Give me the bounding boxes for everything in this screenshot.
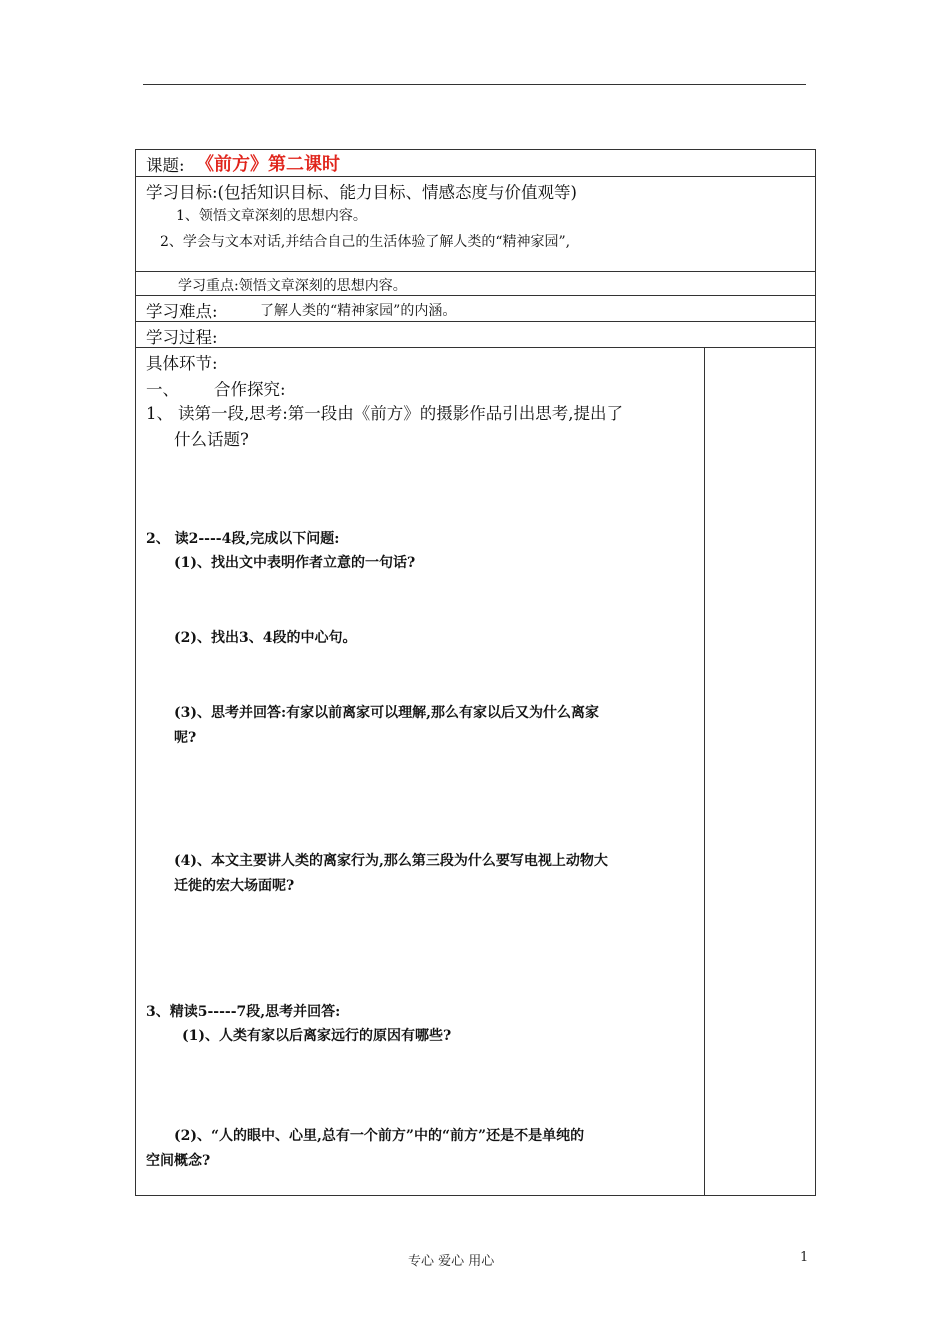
notes-column-divider xyxy=(704,348,705,1195)
question-3-1: (1)、人类有家以后离家远行的原因有哪些? xyxy=(182,1028,452,1044)
objectives-row xyxy=(136,177,815,272)
difficulty-row xyxy=(136,296,815,322)
question-1-line-2: 什么话题? xyxy=(174,430,249,449)
objective-item-2: 2、学会与文本对话,并结合自己的生活体验了解人类的“精神家园”, xyxy=(160,234,571,250)
question-2: 2、 读2----4段,完成以下问题: xyxy=(146,531,340,547)
process-label: 学习过程: xyxy=(146,328,218,347)
question-1-line-1: 读第一段,思考:第一段由《前方》的摄影作品引出思考,提出了 xyxy=(178,404,624,423)
question-1-number: 1、 xyxy=(146,404,173,423)
question-3-2-line-1: (2)、“人的眼中、心里,总有一个前方”中的“前方”还是不是单纯的 xyxy=(174,1128,585,1144)
question-2-1: (1)、找出文中表明作者立意的一句话? xyxy=(174,555,416,571)
question-2-2: (2)、找出3、4段的中心句。 xyxy=(174,630,357,646)
question-2-4-line-1: (4)、本文主要讲人类的离家行为,那么第三段为什么要写电视上动物大 xyxy=(174,853,608,869)
key-point-row xyxy=(136,272,815,296)
difficulty-value: 了解人类的“精神家园”的内涵。 xyxy=(260,303,457,319)
question-3: 3、精读5-----7段,思考并回答: xyxy=(146,1004,341,1020)
difficulty-label: 学习难点: xyxy=(146,302,218,321)
key-point: 学习重点:领悟文章深刻的思想内容。 xyxy=(178,278,407,294)
lesson-title: 《前方》第二课时 xyxy=(196,154,340,175)
steps-heading: 具体环节: xyxy=(146,354,218,373)
process-row xyxy=(136,322,815,348)
title-label: 课题: xyxy=(146,156,185,175)
page-number: 1 xyxy=(800,1250,809,1265)
question-2-3-line-2: 呢? xyxy=(174,730,197,746)
section-1-title: 合作探究: xyxy=(214,380,286,399)
lesson-plan-table xyxy=(135,149,816,1196)
objective-item-1: 1、领悟文章深刻的思想内容。 xyxy=(176,208,367,224)
question-2-4-line-2: 迁徙的宏大场面呢? xyxy=(174,878,295,894)
footer-motto: 专心 爱心 用心 xyxy=(408,1254,495,1269)
question-3-2-line-2: 空间概念? xyxy=(146,1153,211,1169)
header-rule xyxy=(143,84,806,85)
objectives-heading: 学习目标:(包括知识目标、能力目标、情感态度与价值观等) xyxy=(146,183,577,202)
section-1-number: 一、 xyxy=(146,380,179,399)
title-row xyxy=(136,150,815,177)
question-2-3-line-1: (3)、思考并回答:有家以前离家可以理解,那么有家以后又为什么离家 xyxy=(174,705,600,721)
steps-row xyxy=(136,348,815,1195)
